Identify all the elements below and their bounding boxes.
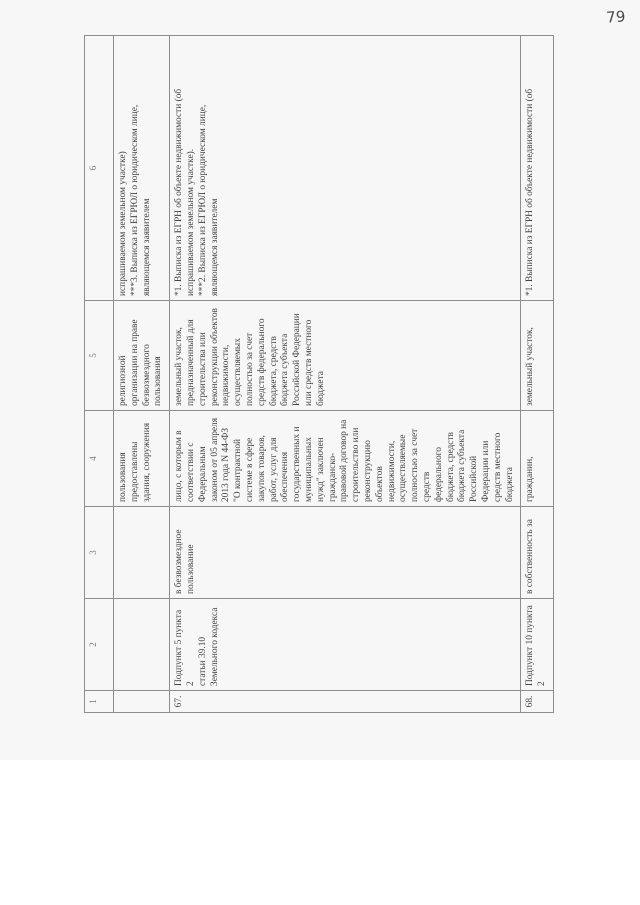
header-cell: 5 xyxy=(85,301,114,411)
legal-basis-cell xyxy=(114,599,170,691)
table-row xyxy=(170,36,521,713)
page-number: 79 xyxy=(605,7,627,27)
header-cell: 6 xyxy=(85,36,114,301)
table-row xyxy=(521,36,554,713)
header-cell: 4 xyxy=(85,411,114,507)
table-row xyxy=(114,36,170,713)
documents-cell: *1. Выписка из ЕГРН об объекте недвижимости (об xyxy=(521,36,554,301)
land-plot-cell: религиозной организации на праве безвозмездного пользования xyxy=(114,301,170,411)
header-row xyxy=(85,36,114,713)
right-type-cell xyxy=(114,507,170,599)
legal-basis-cell: Подпункт 10 пункта 2 xyxy=(521,599,554,691)
row-number-cell: 68. xyxy=(521,691,554,713)
land-plot-cell: земельный участок, предназначенный для строительства или реконструкции объектов недвижимости, осуществляемых полностью за счет средств федерального бюджета, средств бюджета субъекта Российской Федерации или средств местного бюджета xyxy=(170,301,521,411)
header-cell: 3 xyxy=(85,507,114,599)
applicant-cell: лицо, с которым в соответствии с Федеральным законом от 05 апреля 2013 года N 44-ФЗ "О контрактной системе в сфере закупок товаров, работ, услуг для обеспечения государственных и муниципальных нужд" заключен гражданско- правовой договор на строительство или реконструкцию объектов недвижимости, осуществляемые полностью за счет средств федерального бюджета, средств бюджета субъекта Российской Федерации или средств местного бюджета xyxy=(170,411,521,507)
row-number-cell: 67. xyxy=(170,691,521,713)
services-table xyxy=(84,35,554,713)
documents-cell: испрашиваемом земельном участке) ***3. Выписка из ЕГРЮЛ о юридическом лице, являющемся заявителем xyxy=(114,36,170,301)
documents-cell: *1. Выписка из ЕГРН об объекте недвижимости (об испрашиваемом земельном участке). ***2. Выписка из ЕГРЮЛ о юридическом лице, являющемся заявителем xyxy=(170,36,521,301)
land-plot-cell: земельный участок, xyxy=(521,301,554,411)
right-type-cell: в безвозмездное пользование xyxy=(170,507,521,599)
header-cell: 2 xyxy=(85,599,114,691)
applicant-cell: гражданин, xyxy=(521,411,554,507)
rotated-table-wrapper xyxy=(84,36,592,713)
header-cell: 1 xyxy=(85,691,114,713)
applicant-cell: пользования предоставлены здания, сооружения xyxy=(114,411,170,507)
right-type-cell: в собственность за xyxy=(521,507,554,599)
row-number-cell xyxy=(114,691,170,713)
legal-basis-cell: Подпункт 5 пункта 2 статьи 39.10 Земельного кодекса xyxy=(170,599,521,691)
